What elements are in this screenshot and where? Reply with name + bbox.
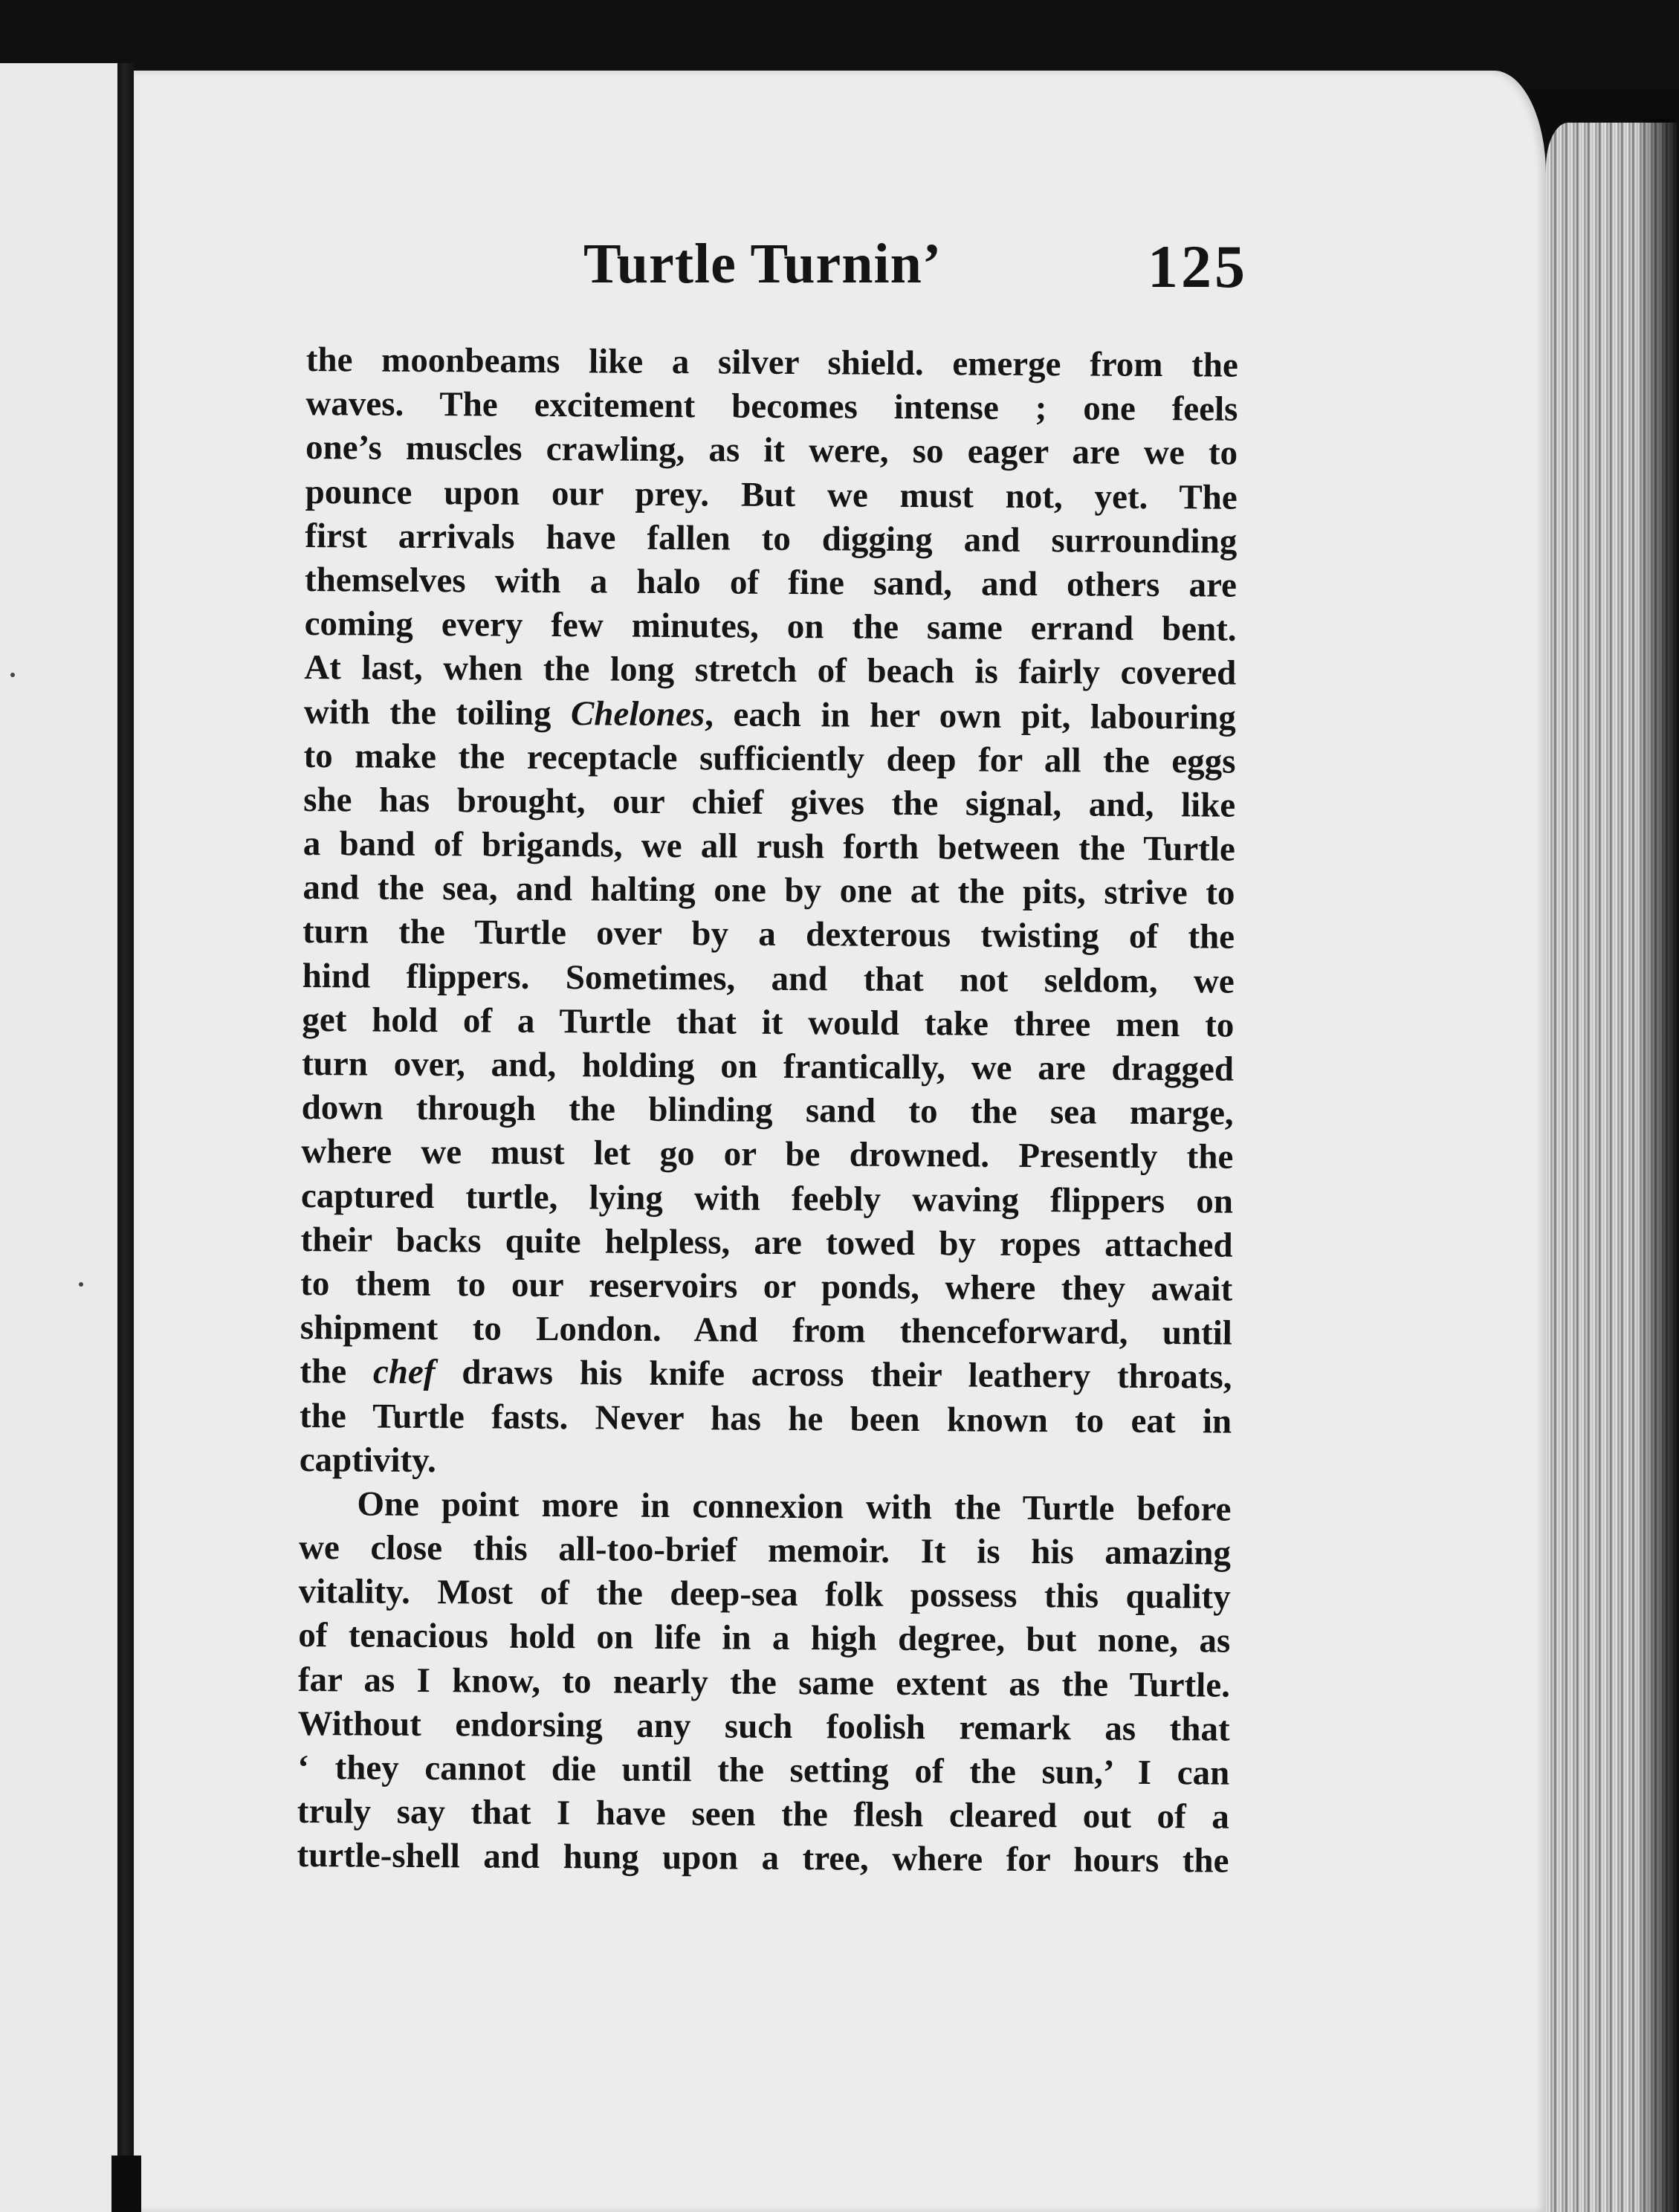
italic-word: Chelones xyxy=(570,693,705,734)
text-line: far as I know, to nearly the same extent as the Turtle. xyxy=(297,1660,1231,1705)
book-gutter xyxy=(117,63,134,2212)
text-line: and the sea, and halting one by one at the pits, strive to xyxy=(303,868,1235,913)
speck-mark xyxy=(79,1282,83,1287)
text-line: pounce upon our prey. But we must not, yet. The xyxy=(305,472,1238,517)
facing-page-edge xyxy=(0,63,117,2212)
running-head xyxy=(134,232,1546,329)
text-line: turtle-shell and hung upon a tree, where for hours the xyxy=(297,1836,1229,1880)
running-title: Turtle Turnin’ xyxy=(583,233,942,295)
text-line: a band of brigands, we all rush forth between the Turtle xyxy=(303,824,1235,869)
text-line: the chef draws his knife across their leathery throats, xyxy=(300,1352,1232,1397)
text-line: One point more in connexion with the Turtle before xyxy=(357,1484,1232,1529)
text-line: captivity. xyxy=(299,1440,437,1480)
text-line: first arrivals have fallen to digging and surrounding xyxy=(305,516,1238,561)
text-line: their backs quite helpless, are towed by ropes attached xyxy=(300,1220,1233,1265)
scan-corner xyxy=(111,2156,141,2212)
text-line: themselves with a halo of fine sand, and others are xyxy=(304,560,1238,605)
text-line: hind flippers. Sometimes, and that not seldom, we xyxy=(302,956,1235,1001)
text-line: shipment to London. And from thenceforward, until xyxy=(300,1308,1233,1353)
text-line: the Turtle fasts. Never has he been known to eat in xyxy=(299,1396,1232,1441)
text-line: truly say that I have seen the flesh cleared out of a xyxy=(297,1792,1230,1837)
text-line: of tenacious hold on life in a high degree, but none, as xyxy=(298,1616,1231,1661)
text-line: we close this all-too-brief memoir. It is his amazing xyxy=(298,1528,1232,1573)
text-line: get hold of a Turtle that it would take three men to xyxy=(302,1000,1235,1045)
text-line: one’s muscles crawling, as it were, so eager are we to xyxy=(305,428,1238,473)
text-line: captured turtle, lying with feebly waving flippers on xyxy=(300,1176,1234,1221)
text-line: waves. The excitement becomes intense ; one feels xyxy=(305,384,1238,429)
text-line: turn the Turtle over by a dexterous twisting of the xyxy=(302,912,1235,957)
italic-word: chef xyxy=(372,1352,436,1392)
text-line: vitality. Most of the deep-sea folk possess this quality xyxy=(298,1572,1231,1617)
text-line: coming every few minutes, on the same errand bent. xyxy=(304,604,1237,649)
body-text xyxy=(297,338,1238,1883)
text-line: with the toiling Chelones, each in her own pit, labouring xyxy=(303,692,1237,737)
text-line: where we must let go or be drowned. Presently the xyxy=(301,1132,1234,1177)
text-line: the moonbeams like a silver shield. emerge from the xyxy=(305,340,1238,385)
text-line: to make the receptacle sufficiently deep for all the eggs xyxy=(303,736,1236,781)
text-line: ‘ they cannot die until the setting of the sun,’ I can xyxy=(297,1747,1230,1793)
text-line: turn over, and, holding on frantically, we are dragged xyxy=(301,1044,1235,1089)
text-line: she has brought, our chief gives the signal, and, like xyxy=(303,780,1236,825)
text-line: down through the blinding sand to the sea marge, xyxy=(301,1088,1234,1133)
text-line: At last, when the long stretch of beach is fairly covered xyxy=(304,648,1237,693)
speck-mark xyxy=(10,673,15,677)
page-number: 125 xyxy=(1148,233,1248,300)
text-line: Without endorsing any such foolish remark as that xyxy=(297,1704,1230,1749)
text-line: to them to our reservoirs or ponds, where they await xyxy=(300,1264,1233,1309)
edge-shadow xyxy=(1635,119,1679,2212)
